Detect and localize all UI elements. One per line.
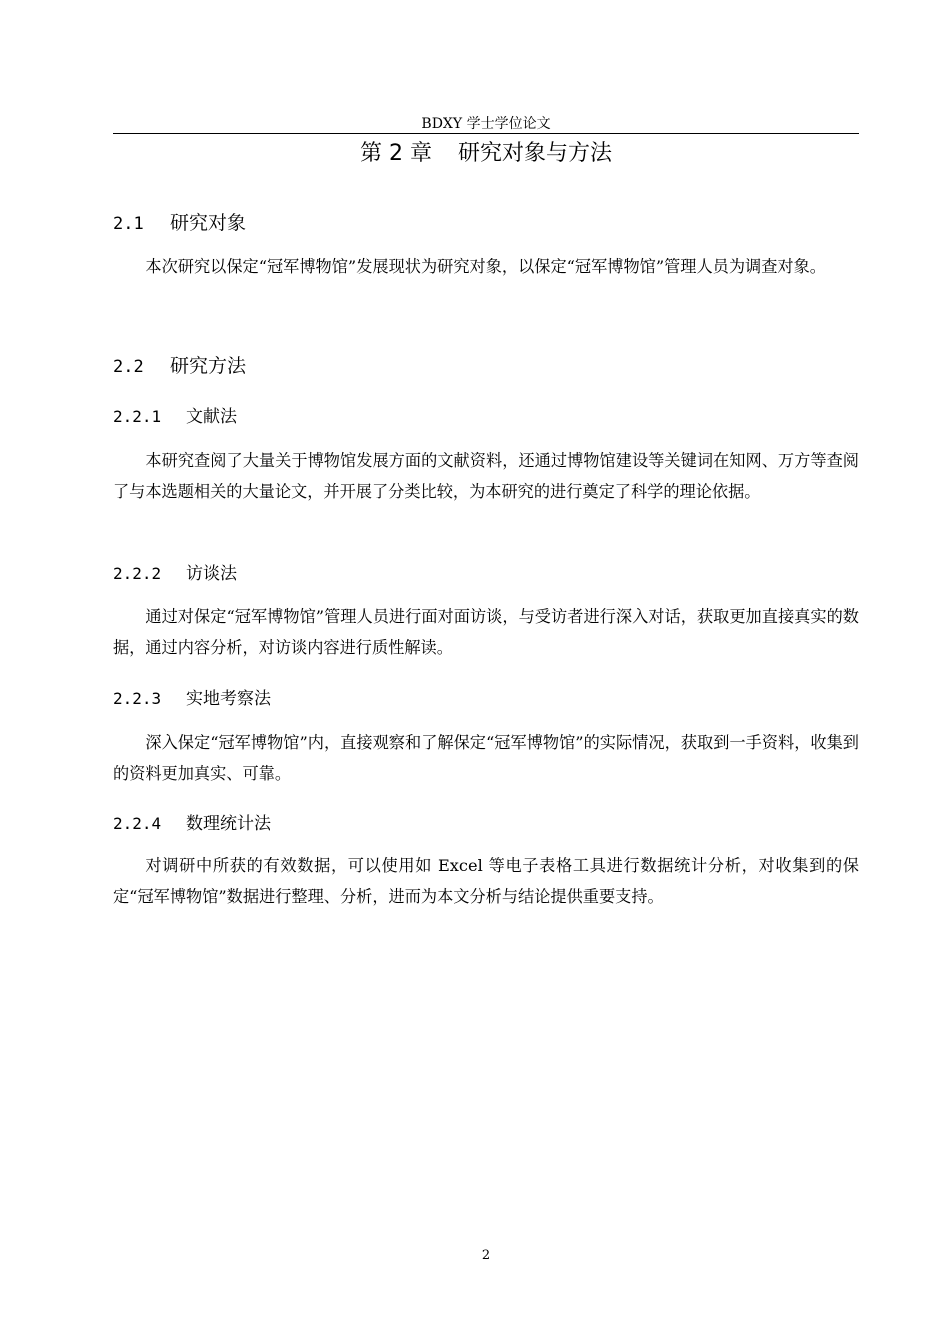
page-number: 2: [481, 1248, 491, 1263]
subsection-heading-2-2-2: [113, 562, 237, 586]
paragraph-2-2-3: 深入保定“冠军博物馆”内，直接观察和了解保定“冠军博物馆”的实际情况，获取到一手资料，收集到的资料更加真实、可靠。: [113, 733, 859, 783]
section-heading-2-1: [113, 210, 246, 237]
section-title: 研究对象: [170, 212, 247, 234]
subsection-number: 2.2.4: [113, 814, 162, 833]
subsection-heading-2-2-4: [113, 812, 271, 836]
section-number: 2.1: [113, 214, 144, 234]
paragraph-2-2-1: 本研究查阅了大量关于博物馆发展方面的文献资料，还通过博物馆建设等关键词在知网、万方等查阅了与本选题相关的大量论文，并开展了分类比较，为本研究的进行奠定了科学的理论依据。: [113, 451, 859, 501]
section-heading-2-2: [113, 353, 246, 380]
subsection-title: 访谈法: [186, 564, 237, 584]
subsection-number: 2.2.3: [113, 689, 162, 708]
subsection-number: 2.2.1: [113, 407, 162, 426]
paragraph-2-2-4: 对调研中所获的有效数据，可以使用如 Excel 等电子表格工具进行数据统计分析，对收集到的保定“冠军博物馆”数据进行整理、分析，进而为本文分析与结论提供重要支持。: [113, 856, 859, 906]
subsection-heading-2-2-3: [113, 687, 271, 711]
paragraph-2-1: 本次研究以保定“冠军博物馆”发展现状为研究对象，以保定“冠军博物馆”管理人员为调查对象。: [145, 257, 826, 276]
section-title: 研究方法: [170, 355, 247, 377]
subsection-heading-2-2-1: [113, 405, 237, 429]
header-rule: [113, 133, 859, 134]
paragraph-2-2-2: 通过对保定“冠军博物馆”管理人员进行面对面访谈，与受访者进行深入对话，获取更加直接真实的数据，通过内容分析，对访谈内容进行质性解读。: [113, 607, 859, 657]
section-number: 2.2: [113, 357, 144, 377]
chapter-title: [113, 139, 859, 169]
subsection-title: 数理统计法: [186, 814, 271, 834]
chapter-title-text: 研究对象与方法: [457, 141, 612, 166]
chapter-number: 第 2 章: [360, 141, 432, 166]
running-header: BDXY 学士学位论文: [421, 116, 551, 132]
subsection-title: 实地考察法: [186, 689, 271, 709]
subsection-title: 文献法: [186, 407, 237, 427]
subsection-number: 2.2.2: [113, 564, 162, 583]
